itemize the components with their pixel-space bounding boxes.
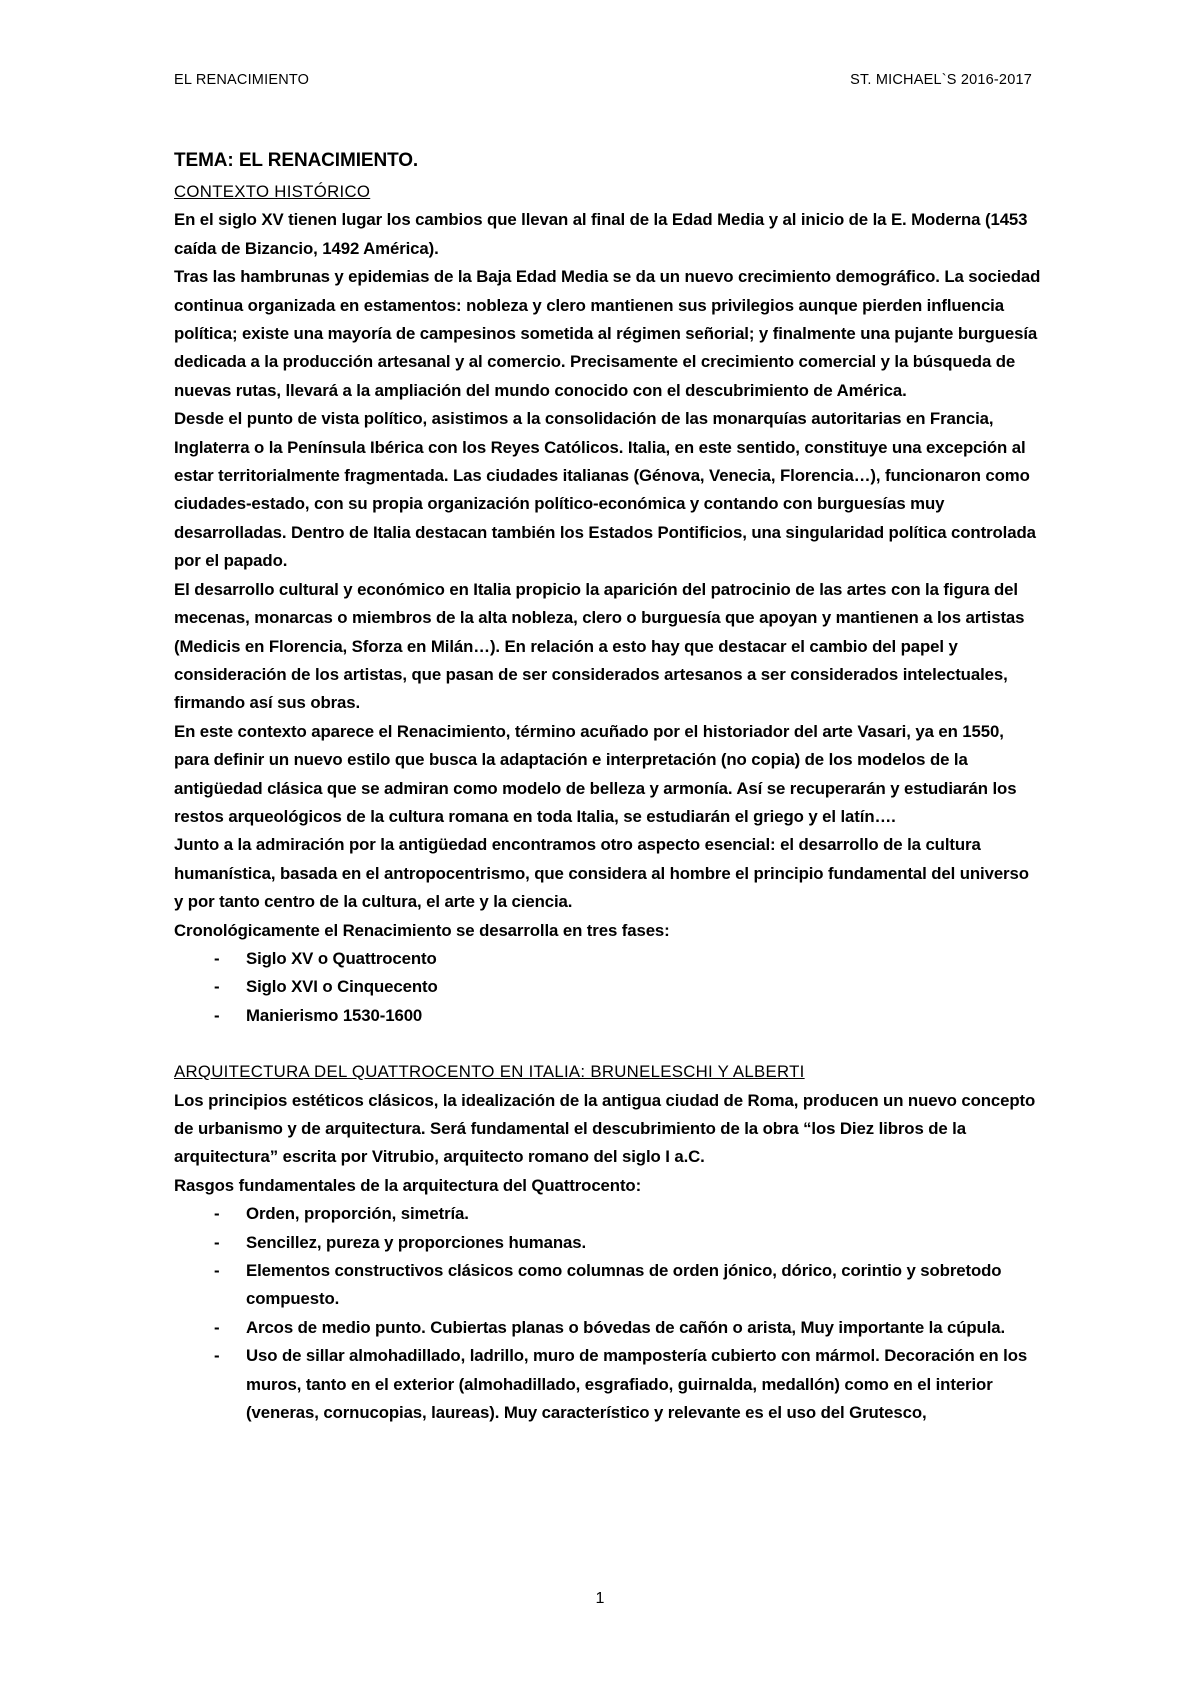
- list-item: [174, 945, 1042, 973]
- document-body: [174, 146, 1042, 1427]
- list-item: [174, 1200, 1042, 1228]
- paragraph: El desarrollo cultural y económico en Italia propicio la aparición del patrocinio de las artes con la figura del mecenas, monarcas o miembros de la alta nobleza, clero o burguesía que apoyan y mantienen a los artistas (Medicis en Florencia, Sforza en Milán…). En relación a esto hay que destacar el cambio del papel y consideración de los artistas, que pasan de ser considerados artesanos a ser considerados intelectuales, firmando así sus obras.: [174, 579, 1025, 713]
- list-item: [174, 1229, 1042, 1257]
- paragraph: En el siglo XV tienen lugar los cambios que llevan al final de la Edad Media y al inicio de la E. Moderna (1453 caída de Bizancio, 1492 América).: [174, 210, 1028, 258]
- spacer: [174, 1030, 1042, 1058]
- list-dash: -: [214, 977, 220, 997]
- features-list: [174, 1200, 1042, 1427]
- list-item-text: Siglo XV o Quattrocento: [246, 948, 437, 968]
- section-heading-arquitectura: ARQUITECTURA DEL QUATTROCENTO EN ITALIA: BRUNELESCHI Y ALBERTI: [174, 1062, 805, 1082]
- list-item-text: Manierismo 1530-1600: [246, 1005, 423, 1025]
- list-item-text: Orden, proporción, simetría.: [246, 1204, 469, 1224]
- list-item: [174, 973, 1042, 1001]
- document-title: TEMA: EL RENACIMIENTO.: [174, 150, 419, 171]
- paragraph: Los principios estéticos clásicos, la idealización de la antigua ciudad de Roma, producen un nuevo concepto de urbanismo y de arquitectura. Será fundamental el descubrimiento de la obra “los Diez libros de la arquitectura” escrita por Vitrubio, arquitecto romano del siglo I a.C.: [174, 1090, 1036, 1167]
- header-left-title: EL RENACIMIENTO: [174, 72, 310, 88]
- paragraph: Rasgos fundamentales de la arquitectura del Quattrocento:: [174, 1175, 642, 1195]
- list-item-text: Uso de sillar almohadillado, ladrillo, muro de mampostería cubierto con mármol. Decoración en los muros, tanto en el exterior (almohadillado, esgrafiado, guirnalda, medallón) como en el interior (veneras, cornucopias, laureas). Muy característico y relevante es el uso del Grutesco,: [246, 1346, 1028, 1423]
- paragraph: Desde el punto de vista político, asistimos a la consolidación de las monarquías autoritarias en Francia, Inglaterra o la Península Ibérica con los Reyes Católicos. Italia, en este sentido, constituye una excepción al estar territorialmente fragmentada. Las ciudades italianas (Génova, Venecia, Florencia…), funcionaron como ciudades-estado, con su propia organización político-económica y contando con burguesías muy desarrolladas. Dentro de Italia destacan también los Estados Pontificios, una singularidad política controlada por el papado.: [174, 409, 1036, 571]
- list-dash: -: [214, 1346, 220, 1366]
- list-item-text: Sencillez, pureza y proporciones humanas.: [246, 1232, 587, 1252]
- list-dash: -: [214, 1317, 220, 1337]
- paragraph: Tras las hambrunas y epidemias de la Baja Edad Media se da un nuevo crecimiento demográfico. La sociedad continua organizada en estamentos: nobleza y clero mantienen sus privilegios aunque pierden influencia política; existe una mayoría de campesinos sometida al régimen señorial; y finalmente una pujante burguesía dedicada a la producción artesanal y al comercio. Precisamente el crecimiento comercial y la búsqueda de nuevas rutas, llevará a la ampliación del mundo conocido con el descubrimiento de América.: [174, 267, 1041, 400]
- list-item-text: Elementos constructivos clásicos como columnas de orden jónico, dórico, corintio y sobretodo compuesto.: [246, 1261, 1002, 1309]
- list-dash: -: [214, 1005, 220, 1025]
- header-right-school: ST. MICHAEL`S 2016-2017: [850, 72, 1032, 88]
- list-dash: -: [214, 1204, 220, 1224]
- list-dash: -: [214, 948, 220, 968]
- list-dash: -: [214, 1232, 220, 1252]
- list-item-text: Siglo XVI o Cinquecento: [246, 977, 438, 997]
- list-item: [174, 1314, 1042, 1342]
- list-dash: -: [214, 1261, 220, 1281]
- section-heading-contexto: CONTEXTO HISTÓRICO: [174, 182, 371, 201]
- list-item-text: Arcos de medio punto. Cubiertas planas o bóvedas de cañón o arista, Muy importante la cúpula.: [246, 1317, 1006, 1337]
- phases-list: [174, 945, 1042, 1030]
- page-number: 1: [595, 1590, 605, 1607]
- list-item: [174, 1002, 1042, 1030]
- list-item: [174, 1342, 1042, 1427]
- paragraph: En este contexto aparece el Renacimiento, término acuñado por el historiador del arte Vasari, ya en 1550, para definir un nuevo estilo que busca la adaptación e interpretación (no copia) de los modelos de la antigüedad clásica que se admiran como modelo de belleza y armonía. Así se recuperarán y estudiarán los restos arqueológicos de la cultura romana en toda Italia, se estudiarán el griego y el latín….: [174, 721, 1017, 826]
- page-header: [174, 72, 1032, 88]
- paragraph: Cronológicamente el Renacimiento se desarrolla en tres fases:: [174, 920, 670, 940]
- list-item: [174, 1257, 1042, 1314]
- paragraph: Junto a la admiración por la antigüedad encontramos otro aspecto esencial: el desarrollo de la cultura humanística, basada en el antropocentrismo, que considera al hombre el principio fundamental del universo y por tanto centro de la cultura, el arte y la ciencia.: [174, 835, 1029, 912]
